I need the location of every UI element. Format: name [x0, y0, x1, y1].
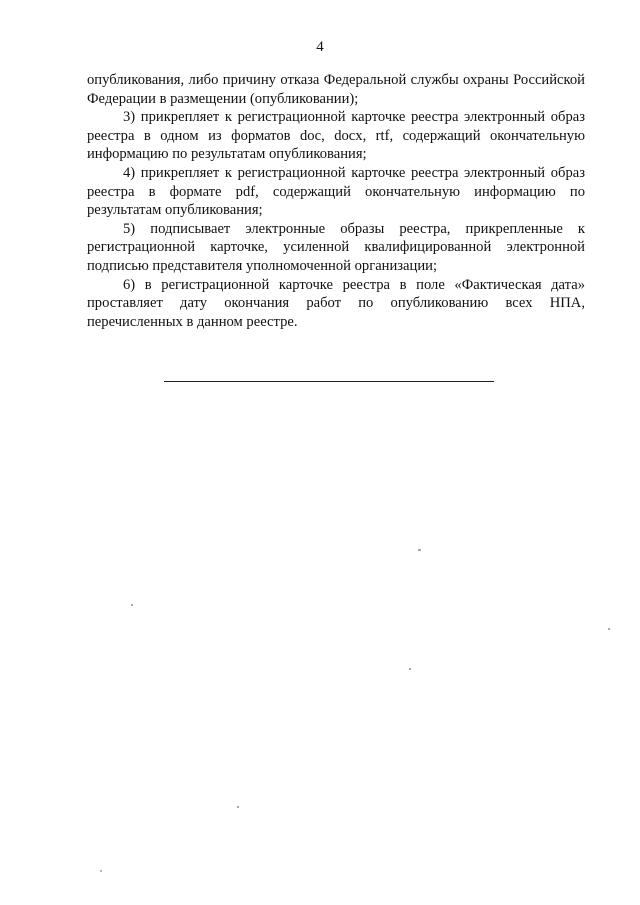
scan-speck — [131, 604, 133, 606]
paragraph-continuation: опубликования, либо причину отказа Федеральной службы охраны Российской Федерации в размещении (опубликовании); — [87, 72, 585, 107]
paragraph-item-4: 4) прикрепляет к регистрационной карточке реестра электронный образ реестра в формате pdf, содержащий окончательную информацию по результатам опубликования; — [87, 164, 585, 219]
scan-speck — [409, 668, 411, 670]
scan-speck — [418, 549, 421, 551]
paragraph-item-5: 5) подписывает электронные образы реестра, прикрепленные к регистрационной карточке, усиленной квалифицированной электронной подписью представителя уполномоченной организации; — [87, 220, 585, 274]
end-of-text-divider — [164, 381, 494, 382]
scan-speck — [100, 870, 102, 872]
paragraph-item-6: 6) в регистрационной карточке реестра в поле «Фактическая дата» проставляет дату окончания работ по опубликованию всех НПА, перечисленных в данном реестре. — [87, 276, 585, 330]
scan-speck — [608, 628, 610, 630]
scan-speck — [237, 806, 239, 808]
page-number: 4 — [316, 39, 324, 55]
document-body — [87, 71, 585, 331]
paragraph-item-3: 3) прикрепляет к регистрационной карточке реестра электронный образ реестра в одном из форматов doc, docx, rtf, содержащий окончательную информацию по результатам опубликования; — [87, 109, 585, 163]
